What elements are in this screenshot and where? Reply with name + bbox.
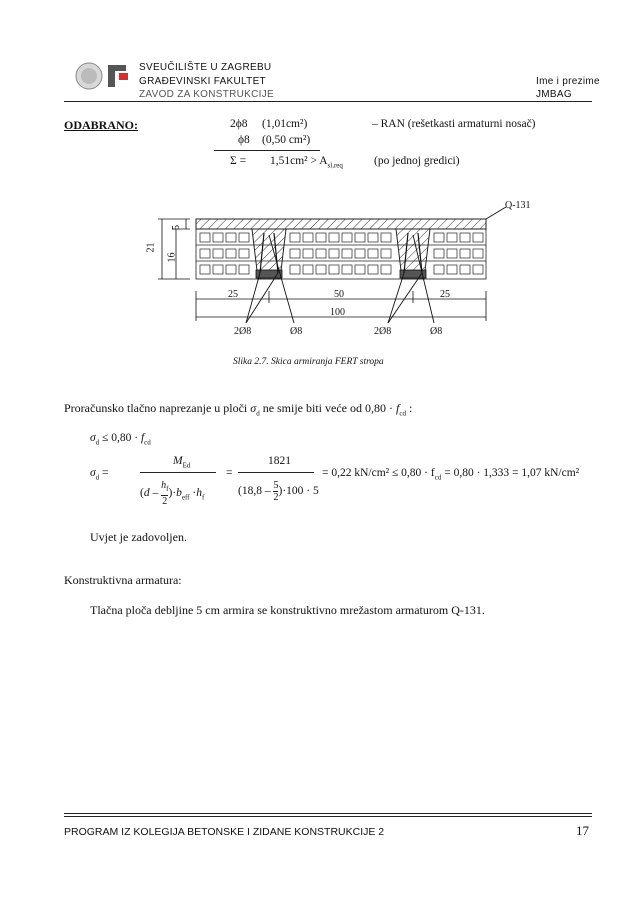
rebar-label-3: 2Ø8: [374, 326, 392, 337]
dim-right-25: 25: [440, 289, 450, 300]
footer-program: PROGRAM IZ KOLEGIJA BETONSKE I ZIDANE KONSTRUKCIJE 2: [64, 826, 385, 838]
eq-lhs: $\sigma_d$ =: [90, 467, 109, 482]
rebar-label-4: Ø8: [430, 326, 443, 337]
dim-middle-50: 50: [334, 289, 344, 300]
dim-block-height: 16: [166, 252, 178, 263]
name-label: Ime i prezime: [536, 76, 600, 87]
university-name: SVEUČILIŠTE U ZAGREBU: [139, 62, 272, 73]
footer-rule-1: [64, 813, 592, 814]
department-name: ZAVOD ZA KONSTRUKCIJE: [139, 89, 275, 100]
constructive-reinforcement-title: Konstruktivna armatura:: [64, 573, 182, 587]
header-rule: [64, 101, 592, 102]
rebar-label-1: 2Ø8: [234, 326, 252, 337]
chosen-row2-bars: ϕ8: [238, 134, 250, 146]
eq-result: = 0,22 $kN/cm^2 \le 0,80 \cdot f_{cd} = 0,80 \cdot 1,333 = 1,07$ kN/cm²: [322, 467, 580, 482]
eq-numerator-symbolic: $M_{Ed}$: [173, 455, 191, 470]
chosen-row1-bars: 2ϕ8: [230, 118, 248, 130]
dim-left-25: 25: [228, 289, 238, 300]
eq-fraction-bar-2: [238, 472, 314, 473]
dim-slab-height: 5: [171, 225, 182, 230]
footer-rule-2: [64, 816, 592, 817]
constructive-reinforcement-text: Tlačna ploča debljine 5 cm armira se konstruktivno mrežastom armaturom Q-131.: [90, 603, 485, 617]
stress-condition: $\sigma_d \le 0,80 \cdot f_{cd}$: [90, 432, 151, 447]
sum-rule: [214, 150, 320, 151]
dim-total-100: 100: [330, 307, 345, 318]
eq-fraction-bar-1: [140, 472, 216, 473]
fert-ceiling-drawing: [140, 195, 540, 345]
eq-denominator-value: ($18,8 - \frac{5}{2}$ )·100 · 5: [238, 480, 319, 503]
intro-text: Proračunsko tlačno naprezanje u ploči $\sigma_d$ ne smije biti veće od $0,80 \cdot f_{cd}$ :: [64, 401, 413, 418]
faculty-logo: [74, 57, 134, 95]
dim-total-height: 21: [145, 242, 157, 253]
chosen-row1-desc: – RAN (rešetkasti armaturni nosač): [372, 118, 536, 130]
eq-denominator-symbolic: ($d - h_f$ 2 )$\cdot b_{eff} \cdot h_f$: [140, 480, 205, 507]
jmbag-label: JMBAG: [536, 89, 572, 100]
faculty-name: GRAĐEVINSKI FAKULTET: [139, 76, 266, 87]
chosen-sum-note: (po jednoj gredici): [374, 155, 460, 167]
rebar-label-2: Ø8: [290, 326, 303, 337]
figure-caption: Slika 2.7. Skica armiranja FERT stropa: [233, 357, 384, 367]
eq-equals-1: =: [226, 467, 233, 479]
page-number: 17: [576, 823, 589, 838]
chosen-sum-value: $1,51cm^2 > A_{sl,req}$: [270, 155, 343, 170]
chosen-row1-area: (1,01cm²): [262, 118, 308, 130]
eq-numerator-value: 1821: [268, 455, 291, 467]
chosen-row2-area: (0,50 cm²): [262, 134, 311, 146]
chosen-sum-sign: Σ =: [230, 155, 247, 167]
mesh-label: Q-131: [505, 200, 531, 211]
chosen-label: ODABRANO:: [64, 118, 138, 132]
condition-satisfied: Uvjet je zadovoljen.: [90, 530, 187, 544]
